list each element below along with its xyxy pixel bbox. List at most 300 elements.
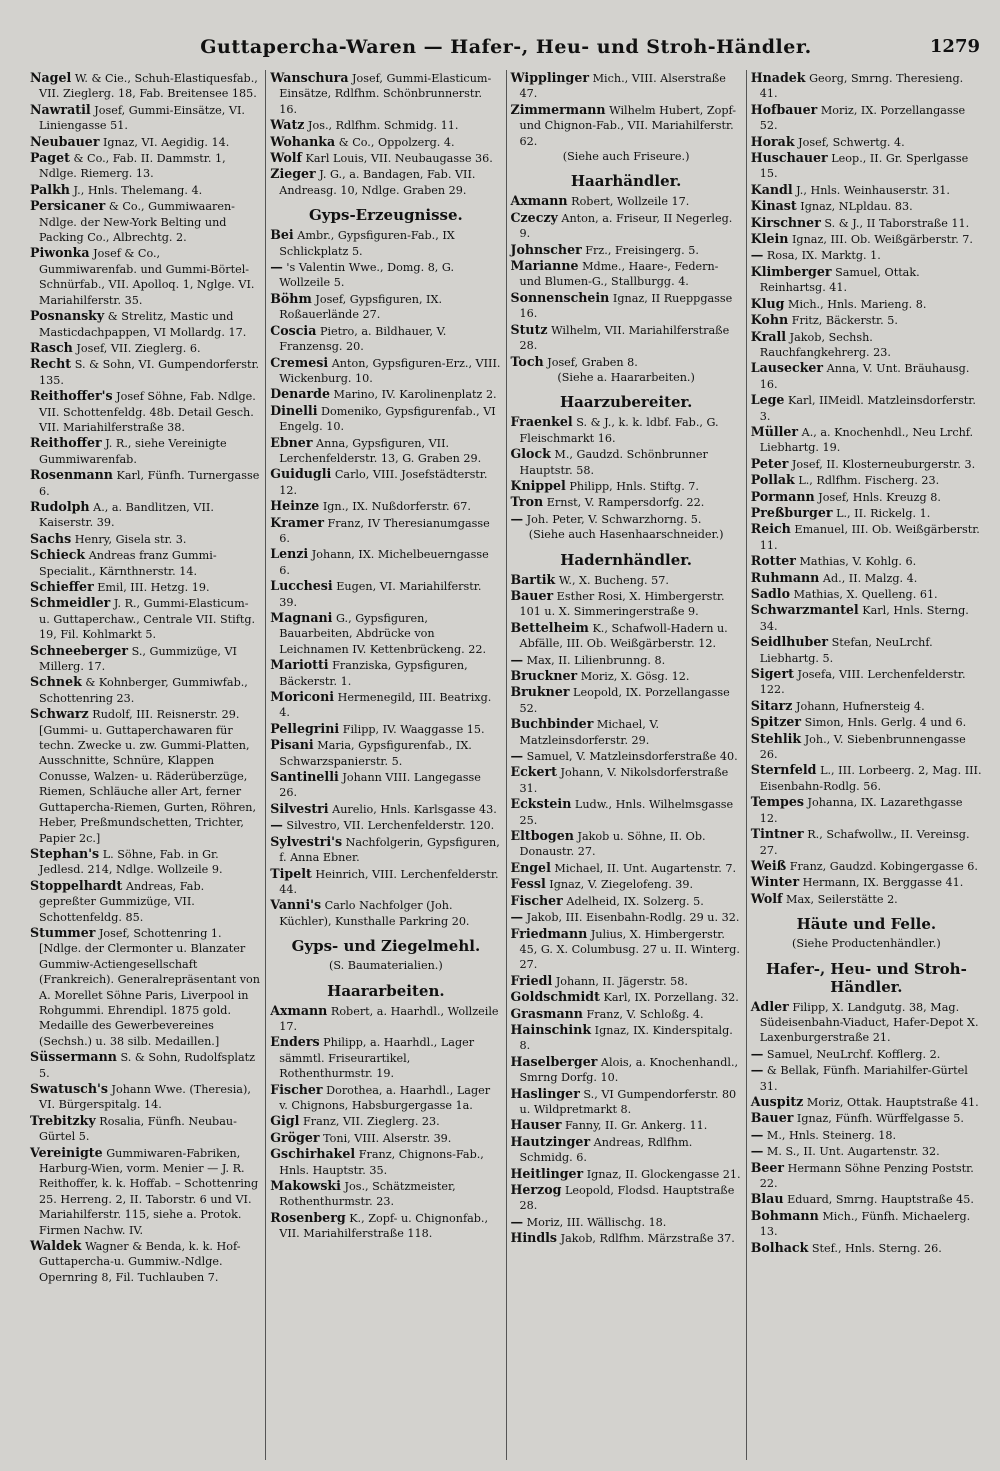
listing-entry — [751, 1240, 982, 1256]
listing-details: Esther Rosi, X. Himbergerstr. 101 u. X. Simmeringerstraße 9. — [519, 589, 725, 619]
cross-reference-note: (S. Baumaterialien.) — [329, 959, 443, 973]
listing-details: Maria, Gypsfigurenfab., IX. Schwarzspanierstr. 5. — [279, 739, 472, 768]
listing-details: Johanna, IX. Lazarethgasse 12. — [759, 796, 963, 825]
listing-details: Hermann, IX. Berggasse 41. — [802, 876, 964, 890]
listing-entry — [511, 828, 742, 860]
listing-name: Bauer — [750, 1110, 794, 1126]
listing-name: — — [750, 1062, 764, 1078]
listing-entry — [270, 721, 501, 737]
listing-details: Adelheid, IX. Solzerg. 5. — [566, 894, 704, 908]
listing-name: Bolhack — [750, 1239, 809, 1255]
listing-name: Wipplinger — [510, 70, 589, 85]
listing-details: Robert, Wollzeile 17. — [571, 195, 690, 209]
listing-entry — [751, 472, 982, 488]
listing-entry — [751, 1094, 982, 1110]
listing-entry — [511, 258, 742, 290]
listing-entry — [270, 737, 501, 769]
listing-details: S. & Sohn, VI. Gumpendorferstr. 135. — [39, 358, 260, 387]
listing-details: Josef, II. Klosterneuburgerstr. 3. — [791, 457, 976, 471]
listing-entry — [270, 689, 501, 721]
listing-name: Sadlo — [750, 586, 790, 601]
listing-details: Toni, VIII. Alserstr. 39. — [323, 1131, 452, 1145]
listing-details: Josef, Gummi-Elasticum-Einsätze, Rdlfhm. Schönbrunnerstr. 16. — [279, 72, 492, 116]
listing-entry — [751, 999, 982, 1046]
listing-name: Denarde — [270, 386, 330, 402]
listing-entry — [30, 1081, 261, 1113]
listing-entry — [511, 446, 742, 478]
listing-name: Silvestri — [270, 800, 329, 816]
listing-name: Ruhmann — [750, 569, 820, 585]
listing-entry — [751, 714, 982, 730]
listing-entry — [270, 134, 501, 150]
listing-details: A., a. Bandlitzen, VII. Kaiserstr. 39. — [39, 500, 214, 530]
listing-entry — [511, 926, 742, 973]
listing-entry — [511, 1134, 742, 1166]
listing-details: M., Hnls. Steinerg. 18. — [766, 1128, 897, 1142]
listing-name: Engel — [510, 859, 551, 875]
listing-name: — — [750, 1126, 764, 1142]
listing-details: Karl, Fünfh. Turnergasse 6. — [39, 469, 260, 498]
listing-details: Julius, X. Himbergerstr. 45, G. X. Columbusg. 27 u. II. Winterg. 27. — [519, 927, 740, 972]
listing-name: Winter — [750, 874, 800, 890]
listing-entry — [511, 1006, 742, 1022]
listing-entry — [751, 134, 982, 150]
section-heading: Häute und Felle. — [796, 915, 937, 934]
listing-name: Brukner — [510, 684, 570, 700]
listing-name: Süssermann — [30, 1049, 117, 1065]
listing-details: Mich., Hnls. Marieng. 8. — [788, 297, 927, 311]
columns — [26, 70, 986, 1460]
listing-details: Joh., V. Siebenbrunnengasse 26. — [759, 732, 966, 762]
listing-entry — [751, 489, 982, 505]
listing-name: Stummer — [30, 924, 96, 940]
listing-name: Gigl — [270, 1113, 300, 1129]
listing-details: Wilhelm Hubert, Zopf- und Chignon-Fab., VII. Mariahilferstr. 62. — [519, 103, 737, 148]
listing-name: Lenzi — [270, 546, 309, 562]
listing-details: Ign., IX. Nußdorferstr. 67. — [322, 500, 471, 514]
listing-entry — [511, 1086, 742, 1118]
listing-entry — [751, 215, 982, 231]
page-header — [26, 36, 986, 70]
listing-entry — [511, 748, 742, 764]
page-number: 1279 — [929, 36, 980, 57]
listing-name: Haselberger — [510, 1053, 598, 1069]
listing-name: Zimmermann — [510, 101, 606, 117]
cross-reference-note: (Siehe auch Friseure.) — [562, 150, 690, 164]
listing-name: Klug — [750, 295, 785, 311]
listing-name: Glock — [510, 446, 551, 462]
listing-entry — [30, 1238, 261, 1285]
section-heading: Hadernhändler. — [560, 550, 692, 569]
listing-name: Fessl — [510, 876, 546, 892]
listing-details: S. & J., k. k. ldbf. Fab., G. Fleischmarkt 16. — [519, 416, 719, 445]
listing-name: Recht — [30, 356, 72, 372]
listing-entry — [751, 360, 982, 392]
listing-details: Johann, II. Jägerstr. 58. — [555, 974, 688, 988]
listing-entry — [511, 860, 742, 876]
listing-details: W. & Cie., Schuh-Elastiquesfab., VII. Zieglerg. 18, Fab. Breitensee 185. — [39, 72, 258, 101]
listing-details: Wagner & Benda, k. k. Hof-Guttapercha-u. Gummiw.-Ndlge. Opernring 8, Fil. Tuchlauben 7. — [39, 1240, 241, 1284]
listing-entry — [511, 893, 742, 909]
section-heading: Haarhändler. — [570, 172, 682, 191]
listing-details: Emanuel, III. Ob. Weißgärberstr. 11. — [759, 523, 980, 552]
listing-entry — [30, 925, 261, 1049]
listing-name: Bruckner — [510, 668, 578, 683]
listing-details: L., Rdlfhm. Fischerg. 23. — [798, 474, 940, 488]
listing-name: Watz — [270, 117, 305, 133]
listing-entry — [270, 498, 501, 514]
listing-entry — [270, 355, 501, 387]
listing-details: Samuel, V. Matzleinsdorferstraße 40. — [526, 750, 738, 764]
listing-name: Schnek — [30, 674, 82, 690]
listing-name: Auspitz — [750, 1093, 804, 1109]
listing-details: S., VI Gumpendorferstr. 80 u. Wildpretmarkt 8. — [519, 1087, 737, 1116]
listing-details: Mich., VIII. Alserstraße 47. — [519, 72, 726, 101]
listing-entry — [30, 1113, 261, 1145]
listing-entry — [751, 586, 982, 602]
listing-name: Makowski — [270, 1178, 341, 1193]
listing-name: Lucchesi — [270, 578, 333, 594]
listing-details: Franz, Gaudzd. Kobingergasse 6. — [789, 859, 978, 873]
listing-entry — [511, 909, 742, 925]
listing-entry — [30, 595, 261, 642]
listing-name: Kinast — [750, 198, 797, 214]
listing-details: Philipp, Hnls. Stiftg. 7. — [569, 479, 699, 493]
listing-entry — [751, 1127, 982, 1143]
listing-entry — [270, 817, 501, 833]
listing-details: Ignaz, III. Ob. Weißgärberstr. 7. — [792, 233, 973, 247]
listing-entry — [751, 1046, 982, 1062]
listing-details: Ambr., Gypsfiguren-Fab., IX Schlickplatz 5. — [279, 229, 455, 258]
listing-details: Ignaz, II Rueppgasse 16. — [519, 291, 733, 321]
listing-details: & Co., Fab. II. Dammstr. 1, Ndlge. Riemerg. 13. — [39, 152, 226, 181]
listing-details: Filipp, X. Landgutg. 38, Mag. Südeisenbahn-Viaduct, Hafer-Depot X. Laxenburgerstraße 21. — [759, 1000, 979, 1045]
listing-details: Mdme., Haare-, Federn- und Blumen-G., Stallburgg. 4. — [519, 260, 719, 289]
listing-entry — [511, 668, 742, 684]
listing-entry — [270, 657, 501, 689]
listing-name: Schieck — [30, 547, 86, 563]
listing-name: Huschauer — [750, 150, 828, 166]
listing-details: Josef Söhne, Fab. Ndlge. VII. Schottenfeldg. 48b. Detail Gesch. VII. Mariahilferstraße 38. — [39, 390, 256, 434]
cross-reference-note: (Siehe Productenhändler.) — [792, 937, 941, 951]
listing-details: Jakob u. Söhne, II. Ob. Donaustr. 27. — [519, 830, 706, 859]
listing-name: Sitarz — [750, 697, 793, 713]
listing-details: Rosalia, Fünfh. Neubau-Gürtel 5. — [39, 1114, 237, 1144]
listing-name: Schwarzmantel — [750, 602, 859, 618]
listing-details: Ludw., Hnls. Wilhelmsgasse 25. — [519, 798, 734, 827]
listing-name: Hofbauer — [750, 101, 818, 117]
listing-details: L., II. Rickelg. 1. — [836, 506, 931, 520]
listing-name: Paget — [30, 150, 70, 166]
listing-details: & Co., Gummiwaaren-Ndlge. der New-York Belting und Packing Co., Albrechtg. 2. — [39, 200, 235, 245]
listing-details: Jakob, III. Eisenbahn-Rodlg. 29 u. 32. — [526, 911, 740, 925]
listing-entry — [751, 891, 982, 907]
listing-name: Swatusch's — [30, 1081, 108, 1096]
listing-entry — [511, 511, 742, 527]
listing-details: M. S., II. Unt. Augartenstr. 32. — [766, 1145, 940, 1159]
listing-entry — [30, 547, 261, 579]
listing-details: Anna, V. Unt. Bräuhausg. 16. — [759, 362, 970, 391]
listing-details: Ignaz, IX. Kinderspitalg. 8. — [519, 1023, 733, 1053]
listing-details: J., Hnls. Thelemang. 4. — [73, 183, 203, 197]
listing-entry — [751, 329, 982, 361]
listing-name: — — [510, 909, 524, 925]
listing-name: — — [750, 1143, 764, 1159]
listing-name: Kramer — [270, 514, 324, 530]
page-title: Guttapercha-Waren — Hafer-, Heu- und Stroh-Händler. — [200, 36, 812, 58]
listing-entry — [270, 435, 501, 467]
listing-details: Heinrich, VIII. Lerchenfelderstr. 44. — [279, 867, 499, 896]
column-3 — [506, 70, 746, 1460]
listing-details: Karl, IIMeidl. Matzleinsdorferstr. 3. — [759, 394, 976, 423]
listing-name: Schieffer — [30, 579, 94, 594]
listing-entry — [511, 973, 742, 989]
listing-name: — — [510, 510, 524, 526]
listing-name: Pormann — [750, 488, 815, 504]
listing-entry — [751, 1191, 982, 1207]
listing-details: J. G., a. Bandagen, Fab. VII. Andreasg. 10, Ndlge. Graben 29. — [279, 168, 476, 197]
listing-details: Jos., Rdlfhm. Schmidg. 11. — [308, 119, 459, 133]
listing-entry — [30, 182, 261, 198]
listing-name: Zieger — [270, 166, 316, 182]
listing-entry — [30, 643, 261, 675]
listing-details: Carlo Nachfolger (Joh. Küchler), Kunsthalle Parkring 20. — [279, 899, 470, 928]
listing-entry — [751, 1160, 982, 1192]
listing-details: Eduard, Smrng. Hauptstraße 45. — [787, 1193, 974, 1207]
listing-name: Gschirhakel — [270, 1146, 356, 1162]
listing-details: J., Hnls. Weinhauserstr. 31. — [796, 183, 950, 197]
listing-name: Heinze — [270, 498, 320, 514]
listing-entry — [270, 610, 501, 657]
listing-entry — [270, 1178, 501, 1210]
section-heading: Haararbeiten. — [327, 981, 445, 1000]
listing-name: Persicaner — [30, 198, 106, 214]
listing-entry — [751, 264, 982, 296]
listing-name: Peter — [750, 455, 789, 471]
listing-details: Ignaz, Fünfh. Würffelgasse 5. — [796, 1112, 964, 1126]
listing-details: A., a. Knochenhdl., Neu Lrchf. Liebhartg. 19. — [759, 425, 974, 455]
listing-name: Moriconi — [270, 689, 335, 705]
listing-name: — — [750, 247, 764, 263]
listing-entry — [751, 1143, 982, 1159]
listing-name: Eltbogen — [510, 828, 574, 844]
listing-entry — [30, 531, 261, 547]
listing-name: Pollak — [750, 472, 795, 488]
listing-details: Fritz, Bäckerstr. 5. — [791, 314, 898, 328]
listing-entry — [270, 259, 501, 291]
listing-entry — [751, 296, 982, 312]
listing-name: Grasmann — [510, 1005, 583, 1021]
listing-entry — [511, 478, 742, 494]
listing-name: Sigert — [750, 666, 794, 682]
listing-entry — [751, 794, 982, 826]
listing-details: 's Valentin Wwe., Domg. 8, G. Wollzeile 5. — [279, 261, 455, 290]
listing-details: Eugen, VI. Mariahilferstr. 39. — [279, 580, 482, 609]
listing-name: Rosenmann — [30, 467, 113, 483]
listing-entry — [751, 150, 982, 182]
cross-reference-note: (Siehe a. Haararbeiten.) — [557, 370, 695, 384]
listing-name: Bartik — [510, 571, 556, 587]
listing-name: Preßburger — [750, 504, 833, 520]
listing-name: Rudolph — [30, 498, 90, 514]
listing-details: Alois, a. Knochenhandl., Smrng Dorfg. 10. — [519, 1055, 739, 1085]
listing-details: Samuel, Ottak. Reinhartsg. 41. — [759, 265, 920, 295]
listing-name: Eckstein — [510, 796, 572, 812]
listing-entry — [511, 193, 742, 209]
listing-entry — [30, 499, 261, 531]
listing-details: Johann, Hufnersteig 4. — [795, 699, 925, 713]
listing-name: Kirschner — [750, 214, 821, 230]
listing-details: Johann Wwe. (Theresia), VI. Bürgerspitalg. 14. — [39, 1083, 251, 1112]
listing-name: — — [510, 1213, 524, 1229]
listing-entry — [30, 198, 261, 245]
listing-name: Fischer — [270, 1081, 323, 1097]
listing-name: Tron — [510, 494, 544, 510]
listing-name: Fischer — [510, 892, 563, 908]
listing-details: Simon, Hnls. Gerlg. 4 und 6. — [804, 716, 967, 730]
listing-name: Buchbinder — [510, 716, 594, 732]
listing-details: L. Söhne, Fab. in Gr. Jedlesd. 214, Ndlge. Wollzeile 9. — [39, 847, 223, 877]
listing-details: Nachfolgerin, Gypsfiguren, f. Anna Ebner. — [279, 835, 500, 865]
listing-details: Andreas, Fab. gepreßter Gummizüge, VII. Schottenfeldg. 85. — [39, 879, 205, 924]
listing-entry — [511, 414, 742, 446]
listing-name: Goldschmidt — [510, 989, 600, 1005]
listing-name: Cremesi — [270, 354, 329, 370]
listing-details: Josef, VII. Zieglerg. 6. — [76, 341, 201, 355]
listing-details: Silvestro, VII. Lerchenfelderstr. 120. — [286, 819, 495, 833]
listing-name: Magnani — [270, 610, 333, 625]
listing-details: Domeniko, Gypsfigurenfab., VI Engelg. 10. — [279, 404, 496, 434]
listing-entry — [751, 70, 982, 102]
listing-entry — [751, 392, 982, 424]
listing-name: Bohmann — [750, 1207, 819, 1223]
listing-details: M., Gaudzd. Schönbrunner Hauptstr. 58. — [519, 448, 708, 477]
listing-details: Karl, IX. Porzellang. 32. — [603, 991, 739, 1005]
listing-details: Josef, Gypsfiguren, IX. Roßauerlände 27. — [279, 292, 442, 322]
listing-entry — [751, 1062, 982, 1094]
listing-entry — [30, 467, 261, 499]
listing-entry — [511, 1166, 742, 1182]
listing-name: Sonnenschein — [510, 289, 610, 305]
listing-entry — [511, 876, 742, 892]
listing-entry — [30, 579, 261, 595]
listing-name: Reich — [750, 521, 791, 537]
listing-name: Trebitzky — [30, 1112, 96, 1128]
listing-entry — [511, 1214, 742, 1230]
listing-details: Franz, Chignons-Fab., Hnls. Hauptstr. 35. — [279, 1148, 484, 1177]
listing-name: Wolf — [750, 890, 783, 906]
listing-name: Neubauer — [30, 133, 100, 149]
section-heading: Haarzubereiter. — [559, 393, 693, 412]
listing-details: Robert, a. Haarhdl., Wollzeile 17. — [279, 1004, 499, 1033]
listing-details: K., Zopf- u. Chignonfab., VII. Mariahilferstraße 118. — [279, 1211, 489, 1241]
listing-name: Spitzer — [750, 714, 802, 730]
listing-details: Philipp, a. Haarhdl., Lager sämmtl. Friseurartikel, Rothenthurmstr. 19. — [279, 1036, 475, 1081]
listing-entry — [751, 424, 982, 456]
listing-name: Eckert — [510, 764, 557, 780]
listing-details: Franz, IV Theresianumgasse 6. — [279, 516, 490, 545]
listing-name: Haslinger — [510, 1085, 580, 1101]
listing-entry — [270, 323, 501, 355]
listing-details: Anna, Gypsfiguren, VII. Lerchenfelderstr. 13, G. Graben 29. — [279, 436, 482, 465]
section-heading: Gyps- und Ziegelmehl. — [291, 937, 481, 956]
listing-name: — — [510, 651, 524, 667]
listing-entry — [270, 166, 501, 198]
section-heading: Hafer-, Heu- und Stroh-Händler. — [765, 959, 967, 996]
listing-entry — [751, 874, 982, 890]
listing-details: Ernst, V. Rampersdorfg. 22. — [546, 496, 705, 510]
listing-details: & Kohnberger, Gummiwfab., Schottenring 23. — [39, 676, 248, 705]
listing-entry — [270, 150, 501, 166]
listing-entry — [270, 1003, 501, 1035]
listing-details: Josef, Schottenring 1. [Ndlge. der Clermonter u. Blanzater Gummiw-Actiengesellschaft (Frankreich). Generalrepräsentant von A. Morellet Söhne Paris, Liverpool in Rohgummi. Ehrendipl. 1875 gold. Medaille des Gewerbevereines (Sechsh.) u. 38 silb. Medaillen.] — [39, 926, 261, 1048]
listing-details: Gummiwaren-Fabriken, Harburg-Wien, vorm. Menier — J. R. Reithoffer, k. k. Hoffab. – Schottenring 25. Herreng. 2, II. Taborstr. 6 und VI. Mariahilferstr. 115, siehe a. Protok. Firmen Nachw. IV. — [39, 1146, 259, 1237]
listing-name: Müller — [750, 423, 799, 439]
listing-name: Axmann — [510, 193, 568, 209]
listing-entry — [751, 1208, 982, 1240]
listing-name: Stephan's — [30, 845, 100, 861]
listing-entry — [30, 134, 261, 150]
listing-entry — [30, 388, 261, 435]
listing-entry — [751, 553, 982, 569]
listing-name: — — [270, 817, 283, 833]
listing-entry — [30, 308, 261, 340]
listing-entry — [511, 684, 742, 716]
listing-details: Leopold, Flodsd. Hauptstraße 28. — [519, 1184, 735, 1213]
listing-entry — [511, 1022, 742, 1054]
listing-name: Axmann — [270, 1002, 328, 1018]
listing-entry — [751, 198, 982, 214]
listing-details: Ignaz, V. Ziegelofeng. 39. — [549, 878, 694, 892]
listing-details: S. & J., II Taborstraße 11. — [824, 216, 970, 230]
listing-details: Jakob, Sechsh. Rauchfangkehrerg. 23. — [759, 330, 891, 359]
listing-entry — [270, 866, 501, 898]
listing-name: Schmeidler — [30, 595, 111, 611]
listing-details: Franz, VII. Zieglerg. 23. — [302, 1115, 440, 1129]
listing-name: Tipelt — [270, 865, 312, 881]
listing-entry — [751, 231, 982, 247]
listing-name: Krall — [750, 328, 787, 344]
listing-name: Bei — [270, 227, 294, 243]
listing-entry — [751, 521, 982, 553]
listing-name: — — [750, 1045, 764, 1061]
listing-name: Adler — [750, 998, 789, 1014]
listing-name: Blau — [750, 1191, 784, 1207]
listing-name: — — [510, 748, 524, 764]
listing-name: Ebner — [270, 434, 313, 450]
listing-name: Friedmann — [510, 925, 588, 941]
listing-name: Kandl — [750, 181, 793, 197]
listing-entry — [270, 1034, 501, 1081]
listing-name: Santinelli — [270, 769, 339, 785]
listing-details: & Bellak, Fünfh. Mariahilfer-Gürtel 31. — [759, 1064, 968, 1093]
listing-name: Hindls — [510, 1230, 558, 1246]
listing-entry — [751, 247, 982, 263]
listing-details: Wilhelm, VII. Mariahilferstraße 28. — [519, 323, 730, 353]
listing-name: Stutz — [510, 321, 548, 337]
listing-entry — [751, 826, 982, 858]
listing-name: Nagel — [30, 70, 72, 85]
listing-name: Klein — [750, 231, 789, 247]
listing-name: Schwarz — [30, 706, 89, 722]
listing-name: Hnadek — [750, 70, 806, 85]
listing-entry — [511, 716, 742, 748]
listing-name: Beer — [750, 1159, 785, 1175]
listing-details: Moriz, IX. Porzellangasse 52. — [759, 103, 966, 133]
listing-entry — [30, 1049, 261, 1081]
listing-details: Mich., Fünfh. Michaelerg. 13. — [759, 1209, 971, 1239]
listing-details: Filipp, IV. Waaggasse 15. — [342, 722, 485, 736]
